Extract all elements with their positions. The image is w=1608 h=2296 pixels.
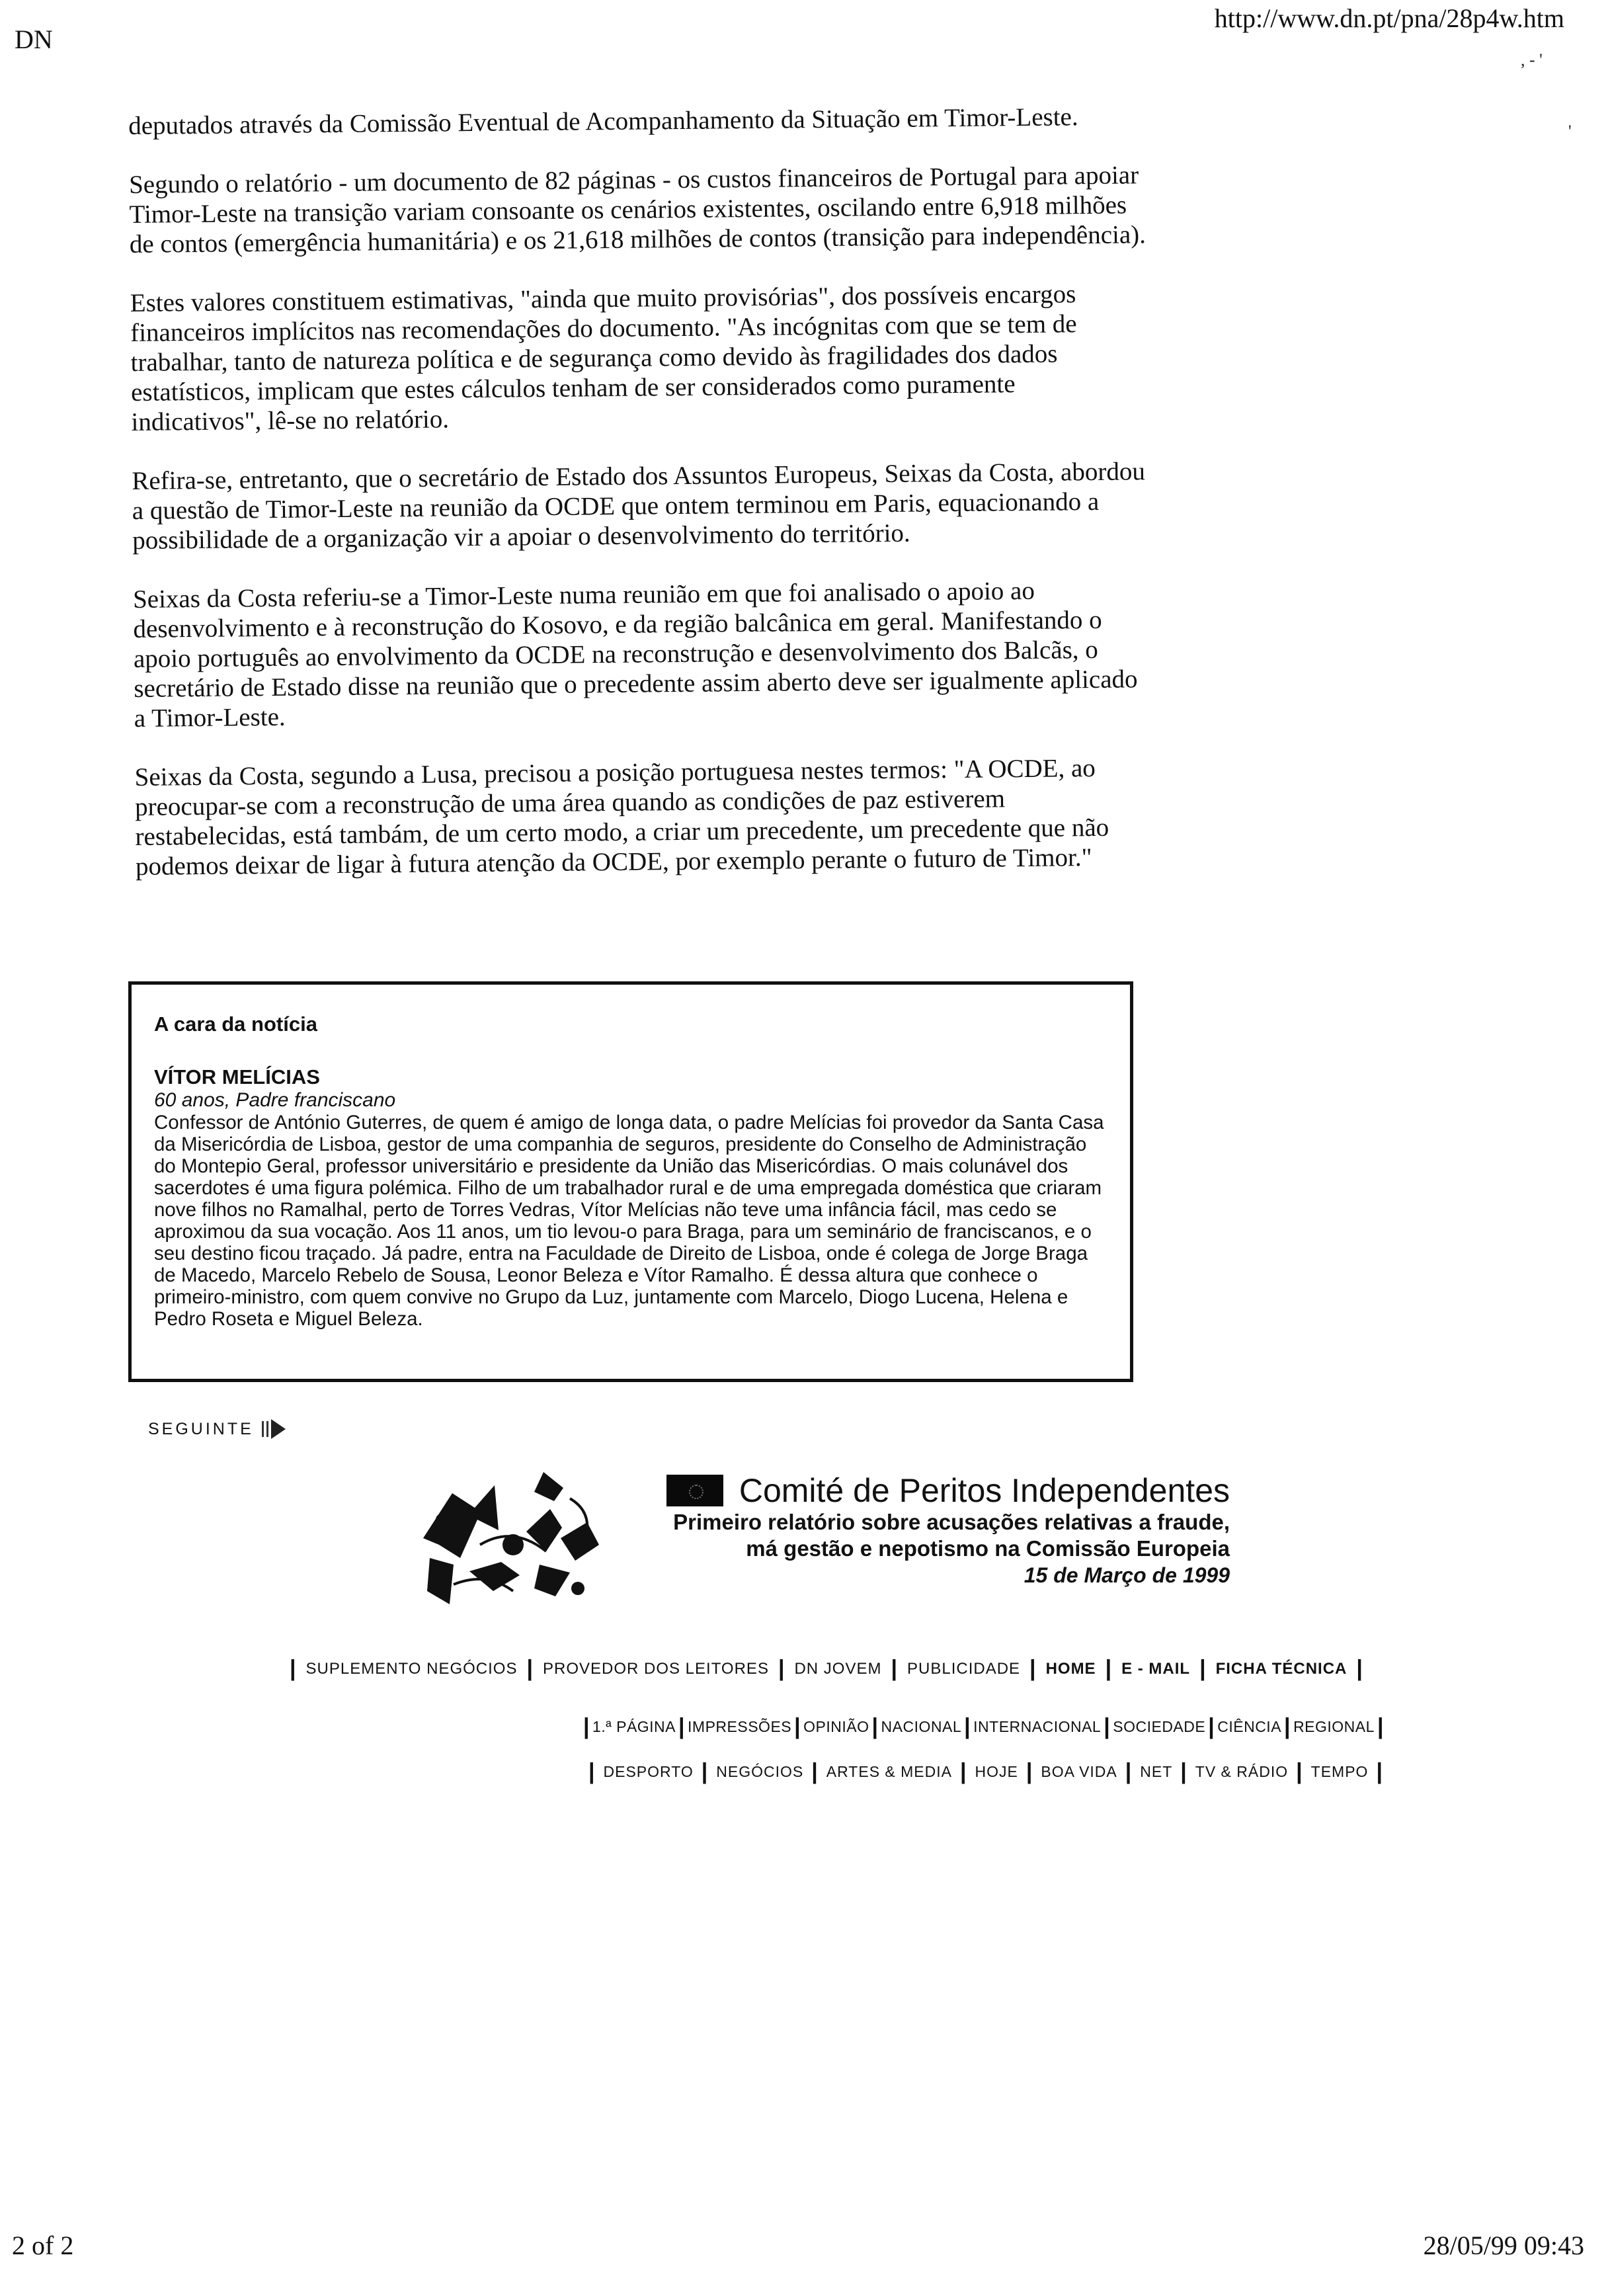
next-arrow-icon (262, 1419, 286, 1439)
banner-subtitle-line: Primeiro relatório sobre acusações relativas a fraude, (673, 1510, 1230, 1534)
profile-box (128, 981, 1133, 1382)
profile-body: Confessor de António Guterres, de quem é amigo de longa data, o padre Melícias foi provedor da Santa Casa da Misericórdia de Lisboa, gestor de uma companhia de seguros, presidente do Conselho de Administração do Montepio Geral, professor universitário e presidente da União das Misericórdias. O mais colunável dos sacerdotes é uma figura polémica. Filho de um trabalhador rural e de uma empregada doméstica que criaram nove filhos no Ramalhal, perto de Torres Vedras, Vítor Melícias não teve uma infância fácil, mas cedo se aproximou da sua vocação. Aos 11 anos, um tio levou-o para Braga, para um seminário de franciscanos, e o seu destino ficou traçado. Já padre, entra na Faculdade de Direito de Lisboa, onde é colega de Jorge Braga de Macedo, Marcelo Rebelo de Sousa, Leonor Beleza e Vítor Ramalho. É dessa altura que conhece o primeiro-ministro, com quem convive no Grupo da Luz, juntamente com Marcelo, Diogo Lucena, Helena e Pedro Roseta e Miguel Beleza. (154, 1112, 1104, 1330)
article-paragraph: Refira-se, entretanto, que o secretário de Estado dos Assuntos Europeus, Seixas da Costa, abordou a questão de Timor-Leste na reunião da OCDE que ontem terminou em Paris, equacionando a possibilidade de a organização vir a apoiar o desenvolvimento do território. (132, 457, 1146, 555)
nav-link-nacional[interactable]: NACIONAL (881, 1718, 962, 1735)
article-paragraph: Seixas da Costa referiu-se a Timor-Leste numa reunião em que foi analisado o apoio ao desenvolvimento e à reconstrução do Kosovo, e da região balcânica em geral. Manifestando o apoio português ao envolvimento da OCDE na reconstrução e desenvolvimento dos Balcãs, o secretário de Estado disse na reunião que o precedente assim aberto deve ser igualmente aplicado a Timor-Leste. (132, 576, 1138, 733)
nav-sections: | 1.ª PÁGINA | IMPRESSÕES | OPINIÃO | NACIONAL | INTERNACIONAL | SOCIEDADE | CIÊNCIA | REGIONAL | (583, 1714, 1384, 1739)
article-body (128, 101, 1154, 911)
scan-speck: ' (1568, 122, 1572, 141)
article-paragraph: Estes valores constituem estimativas, "ainda que muito provisórias", dos possíveis encargos financeiros implícitos nas recomendações do documento. "As incógnitas com que se tem de trabalhar, tanto de natureza política e de segurança como devido às fragilidades dos dados estatísticos, implicam que estes cálculos tenham de ser considerados como puramente indicativos", lê-se no relatório. (130, 280, 1077, 436)
nav-link-artes-media[interactable]: ARTES & MEDIA (826, 1763, 952, 1780)
nav-link-tv-radio[interactable]: TV & RÁDIO (1195, 1763, 1289, 1780)
banner-title: Comité de Peritos Independentes (739, 1472, 1230, 1509)
article-paragraph: deputados através da Comissão Eventual de Acompanhamento da Situação em Timor-Leste. (128, 102, 1078, 140)
banner-link[interactable] (635, 1472, 1230, 1588)
next-link[interactable] (148, 1419, 286, 1439)
profile-box-heading: A cara da notícia (154, 1012, 317, 1036)
nav-link-dn-jovem[interactable]: DN JOVEM (794, 1659, 882, 1678)
nav-link-provedor-leitores[interactable]: PROVEDOR DOS LEITORES (542, 1659, 769, 1678)
nav-link-impressoes[interactable]: IMPRESSÕES (688, 1718, 792, 1735)
profile-name: VÍTOR MELÍCIAS (154, 1065, 320, 1088)
print-header-url: http://www.dn.pt/pna/28p4w.htm (1214, 3, 1564, 33)
print-header-site: DN (15, 24, 53, 54)
nav-link-opiniao[interactable]: OPINIÃO (803, 1718, 869, 1735)
nav-link-net[interactable]: NET (1140, 1763, 1173, 1780)
nav-link-desporto[interactable]: DESPORTO (603, 1763, 694, 1780)
nav-link-negocios[interactable]: NEGÓCIOS (716, 1763, 804, 1780)
nav-link-ficha-tecnica[interactable]: FICHA TÉCNICA (1215, 1659, 1347, 1678)
article-paragraph: Segundo o relatório - um documento de 82 páginas - os custos financeiros de Portugal para apoiar Timor-Leste na transição variam consoante os cenários existentes, oscilando entre 6,918 milhões de contos (emergência humanitária) e os 21,618 milhões de contos (transição para independência). (128, 161, 1146, 259)
nav-link-primeira-pagina[interactable]: 1.ª PÁGINA (592, 1718, 676, 1735)
banner-date: 15 de Março de 1999 (1024, 1563, 1230, 1587)
eu-flag-icon (666, 1475, 723, 1506)
scan-speck: , - ' (1521, 50, 1543, 69)
next-link-label: SEGUINTE (148, 1419, 254, 1438)
banner-emblem-image[interactable] (414, 1459, 619, 1615)
nav-link-suplemento-negocios[interactable]: SUPLEMENTO NEGÓCIOS (305, 1659, 518, 1678)
nav-link-email[interactable]: E - MAIL (1121, 1659, 1191, 1678)
nav-link-home[interactable]: HOME (1045, 1659, 1096, 1678)
nav-link-ciencia[interactable]: CIÊNCIA (1217, 1718, 1282, 1735)
nav-link-internacional[interactable]: INTERNACIONAL (973, 1718, 1102, 1735)
article-paragraph: Seixas da Costa, segundo a Lusa, precisou a posição portuguesa nestes termos: "A OCDE, ao preocupar-se com a reconstrução de uma área quando as condições de paz estiverem restabelecidas, está tambám, de um certo modo, a criar um precedente, um precedente que não podemos deixar de ligar à futura atenção da OCDE, por exemplo perante o futuro de Timor." (134, 754, 1109, 881)
print-footer-datetime: 28/05/99 09:43 (1423, 2231, 1584, 2260)
nav-link-sociedade[interactable]: SOCIEDADE (1113, 1718, 1206, 1735)
banner-subtitle-line: má gestão e nepotismo na Comissão Europeia (746, 1536, 1230, 1561)
nav-more: | DESPORTO | NEGÓCIOS | ARTES & MEDIA | HOJE | BOA VIDA | NET | TV & RÁDIO | TEMPO | (588, 1759, 1383, 1784)
nav-primary: | SUPLEMENTO NEGÓCIOS | PROVEDOR DOS LEITORES | DN JOVEM | PUBLICIDADE | HOME | E - MAIL | FICHA TÉCNICA | (290, 1656, 1363, 1681)
nav-link-publicidade[interactable]: PUBLICIDADE (907, 1659, 1021, 1678)
nav-link-tempo[interactable]: TEMPO (1310, 1763, 1369, 1780)
nav-link-regional[interactable]: REGIONAL (1293, 1718, 1375, 1735)
nav-link-boa-vida[interactable]: BOA VIDA (1041, 1763, 1117, 1780)
print-footer-page: 2 of 2 (12, 2231, 74, 2260)
nav-link-hoje[interactable]: HOJE (975, 1763, 1018, 1780)
profile-subtitle: 60 anos, Padre franciscano (154, 1089, 396, 1111)
